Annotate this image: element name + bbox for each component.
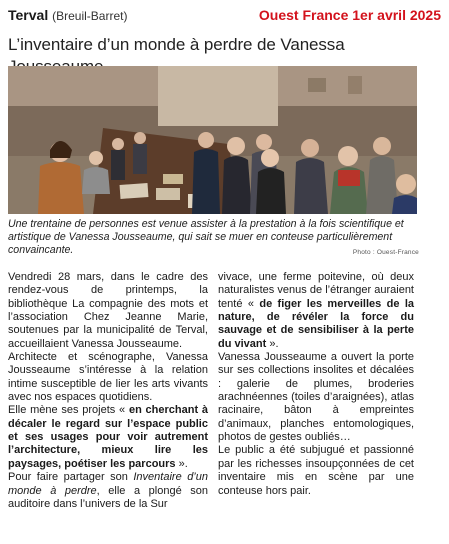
article-column-1 xyxy=(8,271,208,511)
article-photo xyxy=(8,66,417,214)
quote-bold-2: de figer les merveilles de la nature, de révéler la force du sauvage et de sensibiliser à la perte du vivant xyxy=(218,297,415,350)
place-subtitle: (Breuil-Barret) xyxy=(52,9,128,23)
article-title: L’inventaire d’un monde à perdre de Vanessa xyxy=(8,35,345,54)
paragraph-4-start: Pour faire partager son Inventaire d’un monde à perdre, elle a plongé son auditoire dans l’univers de la Sur xyxy=(8,471,208,510)
dateline xyxy=(8,7,127,23)
paragraph-6: Le public a été subjugué et passionné par les richesses insoupçonnées de cet inventaire mis en scène par une conteuse hors pair. xyxy=(218,444,414,497)
paragraph-3: Elle mène ses projets « en cherchant à décaler le regard sur l’espace public et ses usages pour voir autrement l’architecture, mieux lire les paysages, poétiser les parcours ». xyxy=(8,404,209,470)
article-column-2 xyxy=(218,271,414,498)
article-header xyxy=(8,6,441,26)
photo-credit: Photo : Ouest-France xyxy=(352,249,419,256)
paragraph-4-end: vivace, une ferme poitevine, où deux naturalistes venus de l’étranger auraient tenté « de figer les merveilles de la nature, de révéler la force du sauvage et de sensibiliser à la perte du vivant ». xyxy=(218,271,415,350)
paragraph-5: Vanessa Jousseaume a ouvert la porte sur ses collections insolites et décalées : galerie de plumes, broderies arachnéennes (toiles d’araignées), atlas racinaire, bâton à empreintes d’animaux, planches entomologiques, photos de gestes oubliés… xyxy=(218,351,414,444)
quote-bold: en cherchant à décaler le regard sur l’espace public et ses usages pour voir autrement l’architecture, mieux lire les paysages, poétiser les parcours xyxy=(8,404,209,470)
photo-caption: Une trentaine de personnes est venue assister à la prestation à la fois scientifique et artistique de Vanessa Jousseaume, qui sait se muer en conteuse particulièrement convaincante. xyxy=(8,218,404,256)
work-title: Inventaire d’un monde à perdre xyxy=(8,471,208,497)
place-name: Terval xyxy=(8,7,49,23)
paragraph-2: Architecte et scénographe, Vanessa Jousseaume s’intéresse à la relation intime susceptible de lier les arts vivants avec nos espaces quotidiens. xyxy=(8,351,208,404)
source-label: Ouest France 1er avril 2025 xyxy=(258,7,441,23)
paragraph-1: Vendredi 28 mars, dans le cadre des rendez-vous de printemps, la bibliothèque La compagnie des mots et l’association Chez Jeanne Marie, soutenues par la municipalité de Terval, accueillaient Vanessa Jousseaume. xyxy=(8,271,208,350)
